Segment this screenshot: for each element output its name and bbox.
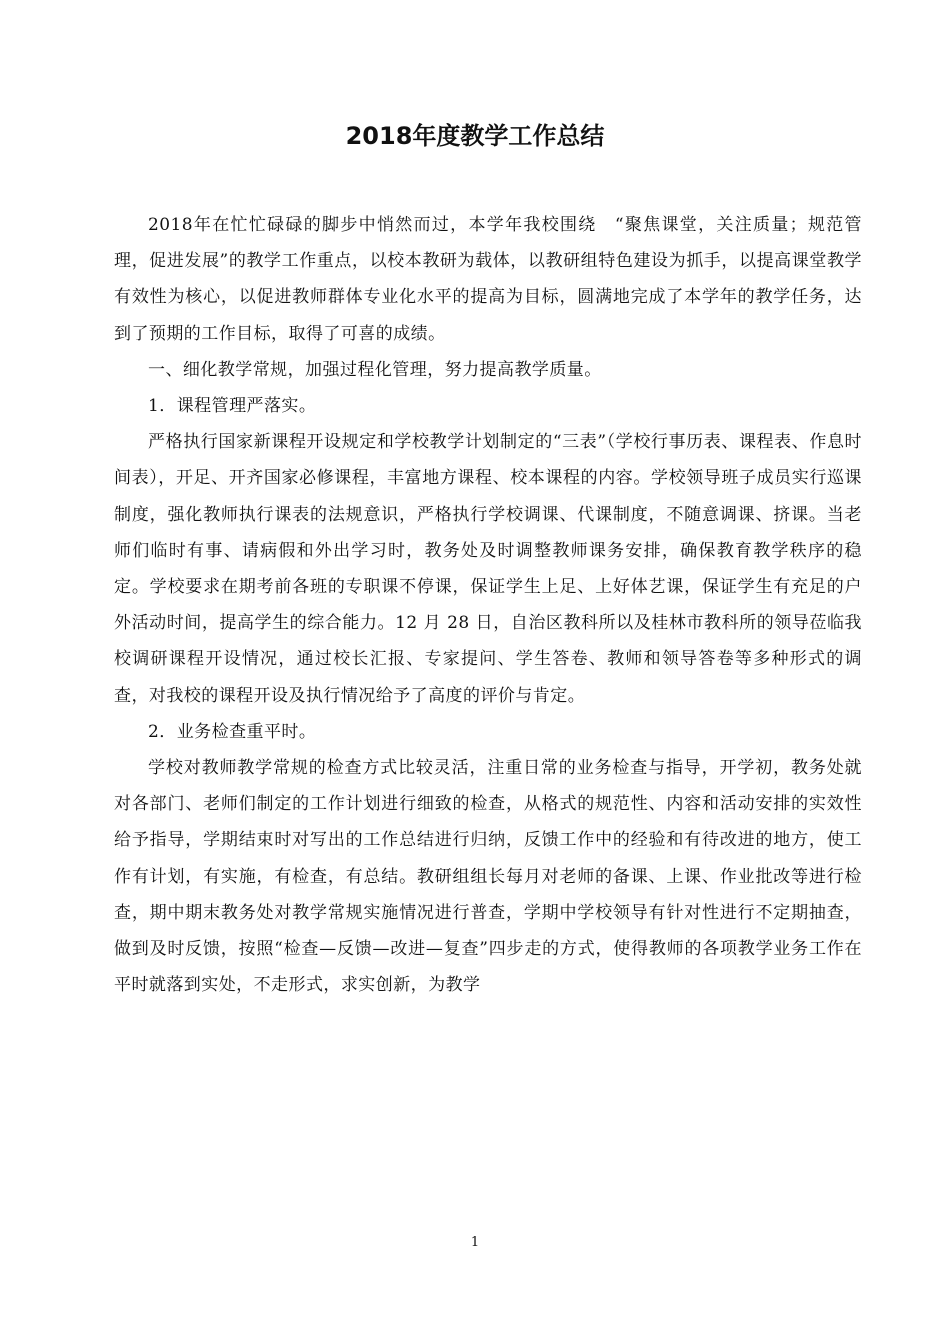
subheading-2: 2．业务检查重平时。	[148, 721, 317, 742]
paragraph-course-management: 严格执行国家新课程开设规定和学校教学计划制定的“三表”（学校行事历表、课程表、作息时间表），开足、开齐国家必修课程，丰富地方课程、校本课程的内容。学校领导班子成员实行巡课制度，强化教师执行课表的法规意识，严格执行学校调课、代课制度，不随意调课、挤课。当老师们临时有事、请病假和外出学习时，教务处及时调整教师课务安排，确保教育教学秩序的稳定。学校要求在期考前各班的专职课不停课，保证学生上足、上好体艺课，保证学生有充足的户外活动时间，提高学生的综合能力。12 月 28 日，自治区教科所以及桂林市教科所的领导莅临我校调研课程开设情况，通过校长汇报、专家提问、学生答卷、教师和领导答卷等多种形式的调查，对我校的课程开设及执行情况给予了高度的评价与肯定。	[114, 432, 862, 706]
document-title: 2018年度教学工作总结	[345, 122, 605, 150]
subheading-1: 1．课程管理严落实。	[148, 396, 317, 417]
document-body	[114, 207, 862, 1003]
section-heading-1: 一、细化教学常规，加强过程化管理，努力提高教学质量。	[148, 359, 602, 380]
paragraph-intro: 2018年在忙忙碌碌的脚步中悄然而过，本学年我校围绕 “聚焦课堂，关注质量；规范管理，促进发展”的教学工作重点，以校本教研为载体，以教研组特色建设为抓手，以提高课堂教学有效性为核心，以促进教师群体专业化水平的提高为目标，圆满地完成了本学年的教学任务，达到了预期的工作目标，取得了可喜的成绩。	[114, 215, 862, 344]
paragraph-business-check: 学校对教师教学常规的检查方式比较灵活，注重日常的业务检查与指导，开学初，教务处就对各部门、老师们制定的工作计划进行细致的检查，从格式的规范性、内容和活动安排的实效性给予指导，学期结束时对写出的工作总结进行归纳，反馈工作中的经验和有待改进的地方，使工作有计划，有实施，有检查，有总结。教研组组长每月对老师的备课、上课、作业批改等进行检查，期中期末教务处对教学常规实施情况进行普查，学期中学校领导有针对性进行不定期抽查，做到及时反馈，按照“检查—反馈—改进—复查”四步走的方式，使得教师的各项教学业务工作在平时就落到实处，不走形式，求实创新，为教学	[114, 758, 862, 996]
page-number: 1	[470, 1235, 480, 1250]
